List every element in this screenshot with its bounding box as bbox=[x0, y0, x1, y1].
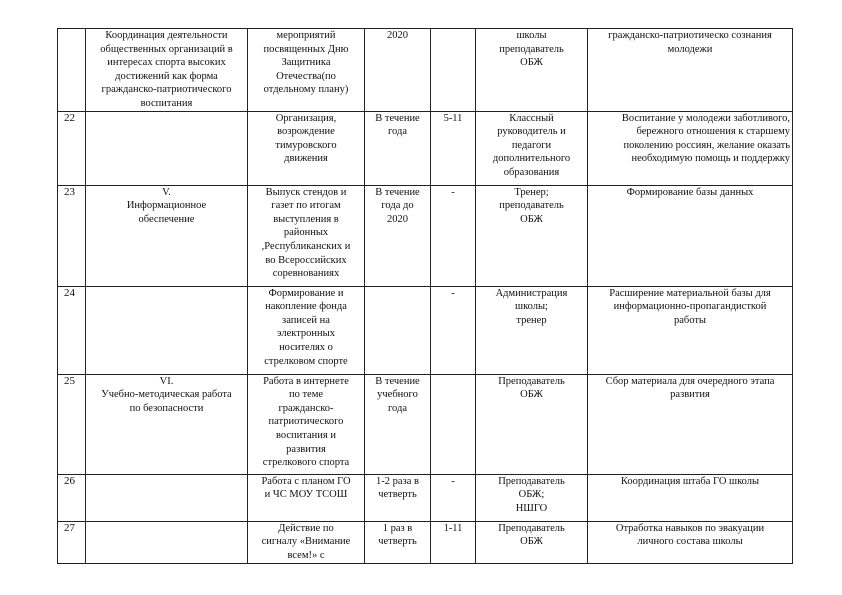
event-cell: Работа в интернете по теме гражданско- патриотического воспитания и развития стрелкового спорта bbox=[248, 374, 365, 474]
section-cell: V. Информационное обеспечение bbox=[86, 185, 248, 286]
classes-cell: - bbox=[431, 474, 476, 521]
section-cell bbox=[86, 521, 248, 563]
row-number: 22 bbox=[58, 111, 86, 185]
row-number: 24 bbox=[58, 286, 86, 374]
term-cell bbox=[365, 286, 431, 374]
table-row bbox=[58, 286, 793, 374]
plan-table bbox=[57, 28, 793, 564]
table-row bbox=[58, 521, 793, 563]
event-cell: Действие по сигналу «Внимание всем!» с bbox=[248, 521, 365, 563]
result-cell: гражданско-патриотическо сознания молодежи bbox=[588, 29, 793, 112]
section-cell bbox=[86, 474, 248, 521]
row-number: 23 bbox=[58, 185, 86, 286]
classes-cell bbox=[431, 374, 476, 474]
responsible-cell: Администрация школы; тренер bbox=[476, 286, 588, 374]
table-row bbox=[58, 185, 793, 286]
responsible-cell: Тренер; преподаватель ОБЖ bbox=[476, 185, 588, 286]
row-number: 26 bbox=[58, 474, 86, 521]
classes-cell: - bbox=[431, 185, 476, 286]
term-cell: В течение года до 2020 bbox=[365, 185, 431, 286]
result-cell: Формирование базы данных bbox=[588, 185, 793, 286]
responsible-cell: школы преподаватель ОБЖ bbox=[476, 29, 588, 112]
responsible-cell: Преподаватель ОБЖ; НШГО bbox=[476, 474, 588, 521]
row-number bbox=[58, 29, 86, 112]
responsible-cell: Преподаватель ОБЖ bbox=[476, 521, 588, 563]
responsible-cell: Преподаватель ОБЖ bbox=[476, 374, 588, 474]
event-cell: Формирование и накопление фонда записей на электронных носителях о стрелковом спорте bbox=[248, 286, 365, 374]
term-cell: В течение учебного года bbox=[365, 374, 431, 474]
result-cell: Воспитание у молодежи заботливого, бережного отношения к старшему поколению россиян, желание оказать необходимую помощь и поддержку bbox=[588, 111, 793, 185]
event-cell: Организация, возрождение тимуровского движения bbox=[248, 111, 365, 185]
result-cell: Сбор материала для очередного этапа развития bbox=[588, 374, 793, 474]
table-row bbox=[58, 374, 793, 474]
term-cell: 2020 bbox=[365, 29, 431, 112]
classes-cell: 1-11 bbox=[431, 521, 476, 563]
classes-cell: 5-11 bbox=[431, 111, 476, 185]
table-row bbox=[58, 111, 793, 185]
section-cell bbox=[86, 286, 248, 374]
section-cell bbox=[86, 111, 248, 185]
row-number: 27 bbox=[58, 521, 86, 563]
event-cell: Выпуск стендов и газет по итогам выступления в районных ,Республиканских и во Всероссийских соревнованиях bbox=[248, 185, 365, 286]
event-cell: мероприятий посвященных Дню Защитника Отечества(по отдельному плану) bbox=[248, 29, 365, 112]
responsible-cell: Классный руководитель и педагоги дополнительного образования bbox=[476, 111, 588, 185]
result-cell: Отработка навыков по эвакуации личного состава школы bbox=[588, 521, 793, 563]
term-cell: В течение года bbox=[365, 111, 431, 185]
classes-cell: - bbox=[431, 286, 476, 374]
section-cell: Координация деятельности общественных организаций в интересах спорта высоких достижений как форма гражданско-патриотического воспитания bbox=[86, 29, 248, 112]
row-number: 25 bbox=[58, 374, 86, 474]
section-cell: VI. Учебно-методическая работа по безопасности bbox=[86, 374, 248, 474]
result-cell: Расширение материальной базы для информационно-пропагандисткой работы bbox=[588, 286, 793, 374]
classes-cell bbox=[431, 29, 476, 112]
table-row bbox=[58, 474, 793, 521]
table-row bbox=[58, 29, 793, 112]
result-cell: Координация штаба ГО школы bbox=[588, 474, 793, 521]
event-cell: Работа с планом ГО и ЧС МОУ ТСОШ bbox=[248, 474, 365, 521]
term-cell: 1-2 раза в четверть bbox=[365, 474, 431, 521]
term-cell: 1 раз в четверть bbox=[365, 521, 431, 563]
